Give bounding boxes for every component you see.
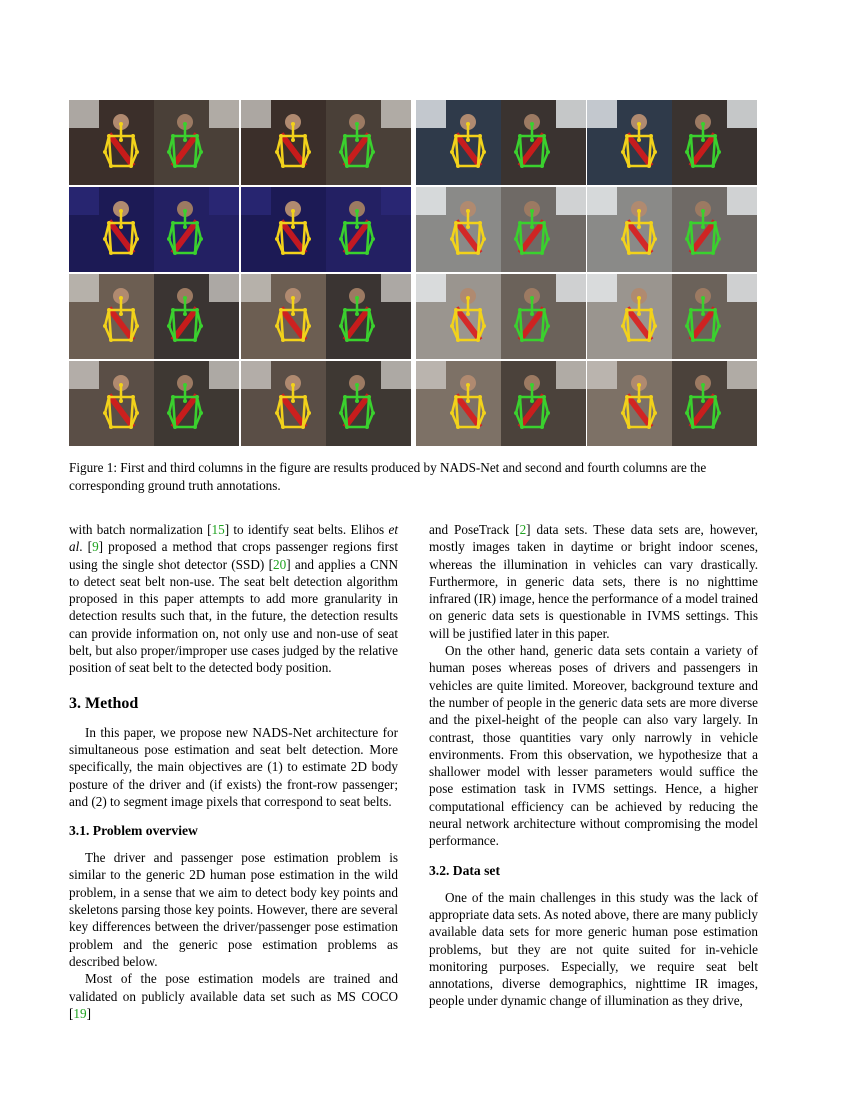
figure-tile — [416, 187, 586, 272]
citation-link[interactable]: 9 — [92, 539, 99, 555]
figure-caption: Figure 1: First and third columns in the figure are results produced by NADS-Net and second and fourth columns are the corresponding ground truth annotations. — [69, 460, 707, 493]
text-run: Most of the pose estimation models are trained and validated on publicly available data set such as MS COCO [ — [69, 971, 398, 1021]
figure-tile — [69, 274, 239, 359]
citation-link[interactable]: 15 — [211, 522, 225, 537]
figure-tile — [416, 274, 586, 359]
text-run: ] and applies a CNN to detect seat belt non-use. The seat belt detection algorithm proposed in this paper attempts to add more granularity in detection results such that, in the future, the detection results can provide information on, not only use and non-use of seat belt, but also proper/improper use cases judged by the relative position of seat belt to the detected body position. — [69, 556, 398, 676]
section-heading-method: 3. Method — [69, 694, 139, 712]
figure-1 — [69, 100, 757, 446]
text-run: with batch normalization [ — [69, 522, 212, 537]
paragraph: The driver and passenger pose estimation problem is similar to the generic 2D human pose estimation in the wild problem, in a sense that we aim to detect body key points and skeletons parsing those key points. However, there are several key differences between the driver/passenger pose estimation problem and the generic pose estimation problems as described below. — [69, 850, 398, 969]
citation-link[interactable]: 19 — [73, 1005, 87, 1021]
right-column — [429, 521, 758, 1010]
figure-tile — [69, 100, 239, 185]
text-run: et al — [69, 522, 399, 555]
paragraph: In this paper, we propose new NADS-Net architecture for simultaneous pose estimation and seat belt detection. More specifically, the main objectives are (1) to estimate 2D body posture of the driver and (if exists) the front-row passenger; and (2) to segment image pixels that correspond to seat belts. — [69, 724, 398, 809]
citation-link[interactable]: 2 — [519, 522, 527, 537]
text-run: ] — [86, 1005, 91, 1021]
figure-tile — [416, 100, 586, 185]
text-run: ] proposed a method that crops passenger regions first using the single shot detector (SSD) [ — [69, 539, 398, 572]
figure-tile — [241, 361, 411, 446]
text-run: ] data sets. These data sets are, however, mostly images taken in daytime or bright indoor scenes, whereas the illumination in vehicles can vary drastically. Furthermore, in generic data sets, there is no nighttime infrared (IR) image, hence the performance of a model trained on generic data sets is questionable in IVMS settings. This will be justified later in this paper. — [429, 522, 758, 641]
paragraph: One of the main challenges in this study was the lack of appropriate data sets. As noted above, there are many publicly available data sets for more generic human pose estimation problems, but they are not quite suited for in-vehicle monitoring purposes. Especially, we require seat belt annotations, diverse demographics, nighttime IR images, people under dynamic change of illumination as they drive, — [429, 889, 758, 1009]
text-run: and PoseTrack [ — [429, 522, 520, 537]
figure-tile — [69, 187, 239, 272]
paragraph — [69, 521, 398, 677]
figure-tile — [241, 187, 411, 272]
paragraph — [429, 521, 758, 642]
text-run: ] to identify seat belts. Elihos — [224, 522, 389, 537]
paragraph: On the other hand, generic data sets contain a variety of human poses whereas poses of drivers and passengers in vehicles are quite limited. Moreover, background texture and the number of people in the generic data sets are more diverse and the pixel-height of the people can also vary largely. In contrast, those quantities vary only narrowly in vehicle environments. From this observation, we hypothesize that a shallower model with lesser parameters would suffice the pose estimation task in IVMS settings. Hence, a higher computational efficiency can be achieved by reducing the neural network architecture without compromising the model performance. — [429, 643, 758, 849]
figure-tile — [587, 100, 757, 185]
paragraph — [69, 970, 398, 1022]
left-column — [69, 521, 398, 1022]
figure-tile — [587, 361, 757, 446]
figure-tile — [416, 361, 586, 446]
subsection-heading-data-set: 3.2. Data set — [429, 862, 500, 878]
figure-tile — [241, 100, 411, 185]
subsection-heading-problem-overview: 3.1. Problem overview — [69, 823, 198, 839]
figure-tile — [241, 274, 411, 359]
figure-tile — [587, 274, 757, 359]
figure-tile — [587, 187, 757, 272]
citation-link[interactable]: 20 — [273, 556, 287, 572]
text-run: . [ — [79, 539, 93, 555]
figure-tile — [69, 361, 239, 446]
